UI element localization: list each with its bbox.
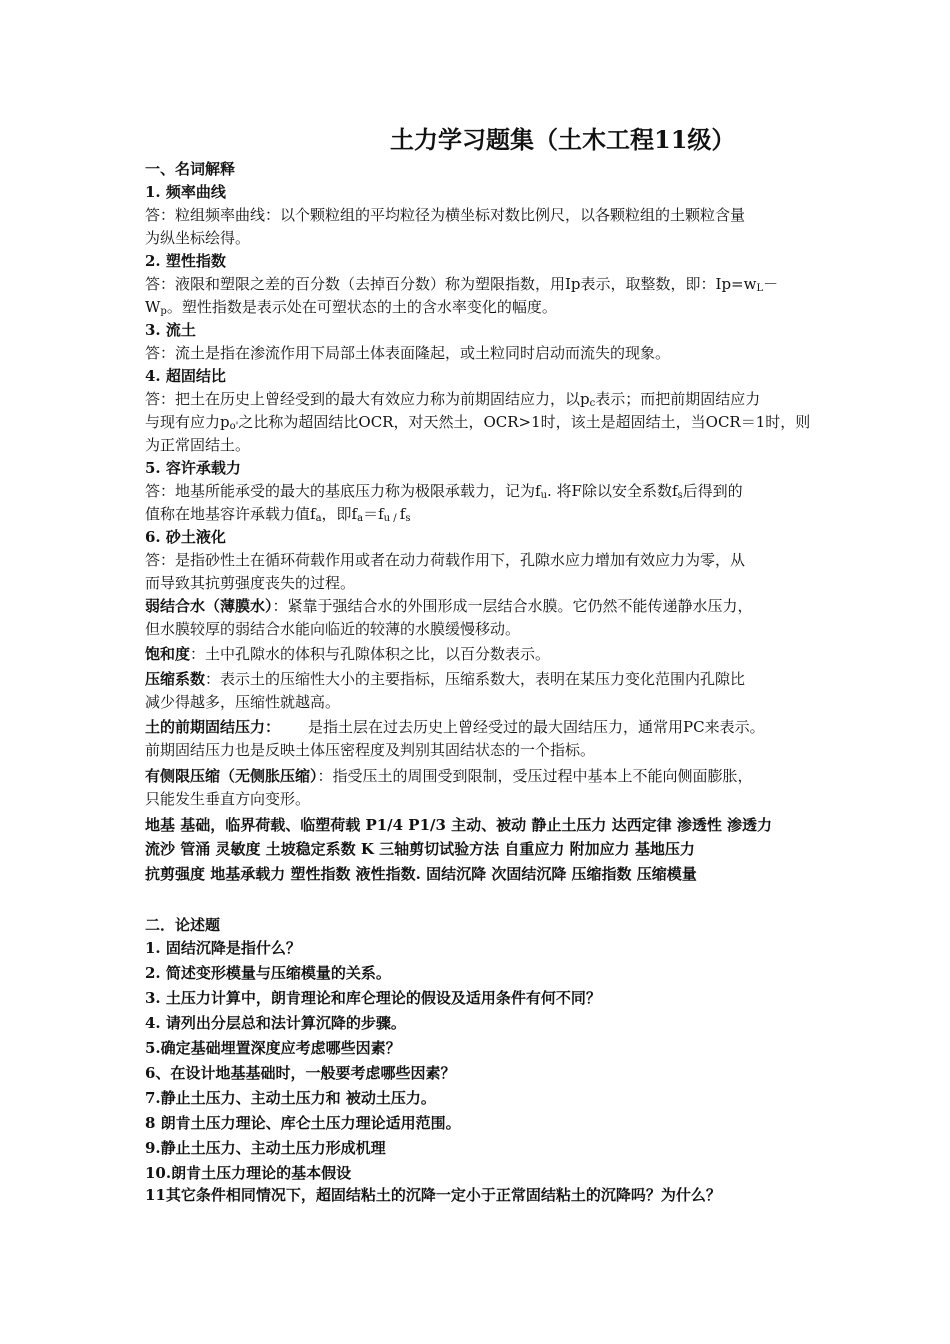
- section-heading: 二．论述题: [145, 916, 221, 934]
- answer-text: $W_p$。塑性指数是表示处在可塑状态的土的含水率变化的幅度。: [145, 298, 557, 317]
- term-heading: 2. 塑性指数: [145, 252, 226, 270]
- question-item: 5.确定基础埋置深度应考虑哪些因素？: [145, 1039, 401, 1057]
- definition-text: 土的前期固结压力： 是指土层在过去历史上曾经受过的最大固结压力，通常用PC来表示。: [145, 718, 765, 736]
- question-item: 7.静止土压力、主动土压力和 被动土压力。: [145, 1089, 436, 1107]
- question-item: 2. 简述变形模量与压缩模量的关系。: [145, 964, 391, 982]
- document-title: 土力学习题集（土木工程11级）: [390, 125, 736, 154]
- term-heading: 1. 频率曲线: [145, 183, 226, 201]
- question-item: 9.静止土压力、主动土压力形成机理: [145, 1139, 386, 1157]
- definition-text: 压缩系数：表示土的压缩性大小的主要指标，压缩系数大，表明在某压力变化范围内孔隙比: [145, 670, 746, 688]
- definition-text: 弱结合水（薄膜水）：紧靠于强结合水的外围形成一层结合水膜。它仍然不能传递静水压力，: [145, 597, 753, 615]
- question-item: 10.朗肯土压力理论的基本假设: [145, 1164, 352, 1182]
- term-heading: 3. 流土: [145, 321, 196, 339]
- answer-text: 与现有应力$p_{o'}$之比称为超固结比OCR，对天然土，OCR>1时，该土是超固结土，当OCR＝1时，则: [145, 413, 811, 432]
- term-heading: 6. 砂土液化: [145, 528, 226, 546]
- answer-text: 值称在地基容许承载力值$f_a$，即$f_a=f_{u /}$ $f_s$: [145, 505, 411, 524]
- answer-text: 答：地基所能承受的最大的基底压力称为极限承载力，记为$f_u$. 将F除以安全系数$f_s$后得到的: [145, 482, 743, 501]
- answer-text: 答：流土是指在渗流作用下局部土体表面隆起，或土粒同时启动而流失的现象。: [145, 344, 671, 362]
- question-item: 8 朗肯土压力理论、库仑土压力理论适用范围。: [145, 1114, 461, 1132]
- definition-text: 前期固结压力也是反映土体压密程度及判别其固结状态的一个指标。: [145, 741, 596, 759]
- question-item: 6、在设计地基基础时，一般要考虑哪些因素？: [145, 1064, 456, 1082]
- definition-text: 饱和度：土中孔隙水的体积与孔隙体积之比，以百分数表示。: [145, 645, 551, 663]
- answer-text: 答：是指砂性土在循环荷载作用或者在动力荷载作用下，孔隙水应力增加有效应力为零，从: [145, 551, 746, 569]
- question-item: 1. 固结沉降是指什么？: [145, 939, 301, 957]
- keyword-line: 流沙 管涌 灵敏度 土坡稳定系数 K 三轴剪切试验方法 自重应力 附加应力 基地压力: [145, 840, 695, 858]
- answer-text: 而导致其抗剪强度丧失的过程。: [145, 574, 356, 592]
- answer-text: 为纵坐标绘得。: [145, 229, 251, 247]
- keyword-line: 地基 基础，临界荷载、临塑荷载 P1/4 P1/3 主动、被动 静止土压力 达西定律 渗透性 渗透力: [145, 816, 773, 834]
- answer-text: 答：液限和塑限之差的百分数（去掉百分数）称为塑限指数，用Ip表示，取整数，即：$Ip=w_L-$: [145, 275, 779, 294]
- definition-text: 但水膜较厚的弱结合水能向临近的较薄的水膜缓慢移动。: [145, 620, 521, 638]
- question-item: 4. 请列出分层总和法计算沉降的步骤。: [145, 1014, 406, 1032]
- term-heading: 4. 超固结比: [145, 367, 226, 385]
- definition-text: 只能发生垂直方向变形。: [145, 790, 311, 808]
- answer-text: 答：粒组频率曲线：以个颗粒组的平均粒径为横坐标对数比例尺，以各颗粒组的土颗粒含量: [145, 206, 746, 224]
- term-heading: 5. 容许承载力: [145, 459, 241, 477]
- section-heading: 一、名词解释: [145, 160, 236, 178]
- question-item: 11其它条件相同情况下，超固结粘土的沉降一定小于正常固结粘土的沉降吗？为什么？: [145, 1186, 721, 1204]
- definition-text: 减少得越多，压缩性就越高。: [145, 693, 341, 711]
- answer-text: 答：把土在历史上曾经受到的最大有效应力称为前期固结应力，以$p_c$表示；而把前期固结应力: [145, 390, 761, 409]
- definition-text: 有侧限压缩（无侧胀压缩）：指受压土的周围受到限制，受压过程中基本上不能向侧面膨胀，: [145, 767, 753, 785]
- answer-text: 为正常固结土。: [145, 436, 251, 454]
- question-item: 3. 土压力计算中，朗肯理论和库仑理论的假设及适用条件有何不同？: [145, 989, 601, 1007]
- keyword-line: 抗剪强度 地基承载力 塑性指数 液性指数. 固结沉降 次固结沉降 压缩指数 压缩模量: [145, 865, 697, 883]
